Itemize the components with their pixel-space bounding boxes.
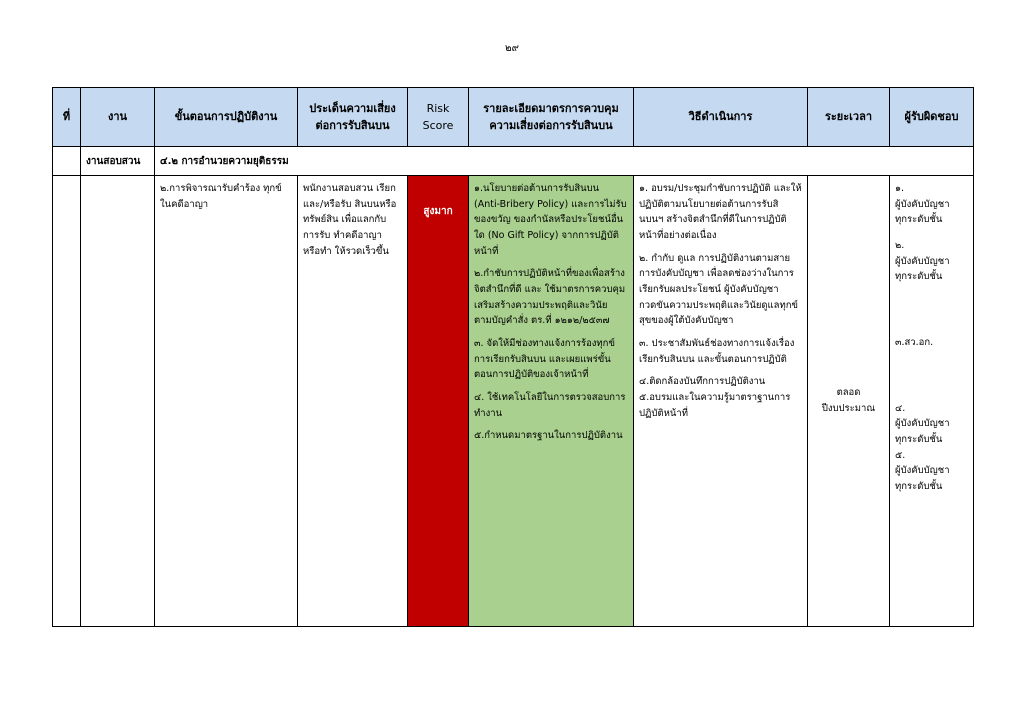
step-cell [155, 176, 298, 627]
risk-issue-cell [298, 176, 408, 627]
period-line2: ปีงบประมาณ [821, 403, 876, 414]
control-item: ๒.กำชับการปฏิบัติหน้าที่ของเพื่อสร้างจิตสำนึกที่ดี และ ใช้มาตรการควบคุมเสริมสร้างความประพฤติและวินัย ตามบัญคำสั่ง ตร.ที่ ๑๒๑๒/๒๕๓๗ [474, 268, 626, 327]
header-risk-issue [298, 88, 408, 147]
method-cell [634, 176, 808, 627]
row-unit-cell [81, 176, 155, 627]
owner-4-num: ๔. [895, 402, 906, 414]
owner-5-line1: ผู้บังคับบัญชา [895, 465, 950, 477]
section-unit-text: งานสอบสวน [86, 155, 141, 167]
method-item: ๕.อบรมและในความรู้มาตราฐานการปฏิบัติหน้าที่ [639, 392, 791, 419]
row-no-cell [53, 176, 81, 627]
risk-control-table [52, 87, 974, 627]
page-number: ๒๙ [505, 43, 519, 54]
section-row [53, 147, 974, 176]
header-control [469, 88, 634, 147]
control-item: ๔. ใช้เทคโนโลยีในการตรวจสอบการทำงาน [474, 392, 626, 419]
header-method: วิธีดำเนินการ [634, 88, 808, 147]
header-control-line2: ความเสี่ยงต่อการรับสินบน [489, 119, 613, 132]
owner-5-num: ๕. [895, 449, 906, 461]
owner-1-line2: ทุกระดับชั้น [895, 214, 943, 226]
section-unit [81, 147, 155, 176]
header-risk-issue-line1: ประเด็นความเสี่ยง [309, 101, 396, 115]
header-owner: ผู้รับผิดชอบ [890, 88, 974, 147]
risk-score-cell [408, 176, 469, 627]
header-steps: ขั้นตอนการปฏิบัติงาน [155, 88, 298, 147]
control-item: ๑.นโยบายต่อต้านการรับสินบน (Anti-Bribery Policy) และการไม่รับของขวัญ ของกำนัลหรือประโยชน์อื่นใด (No Gift Policy) จากการปฏิบัติหน้าที่ [474, 183, 627, 257]
period-line1: ตลอด [836, 387, 861, 399]
header-period: ระยะเวลา [808, 88, 890, 147]
owner-2-line2: ทุกระดับชั้น [895, 271, 943, 283]
owner-2-num: ๒. [895, 240, 905, 252]
section-no-cell [53, 147, 81, 176]
control-item: ๓. จัดให้มีช่องทางแจ้งการร้องทุกข์การเรียกรับสินบน และเผยแพร่ขั้นตอนการปฏิบัติของเจ้าหน้าที่ [474, 338, 615, 381]
step-text: ๒.การพิจารณารับคำร้อง ทุกข์ในคดีอาญา [160, 183, 282, 210]
method-item: ๓. ประชาสัมพันธ์ช่องทางการแจ้งเรื่องเรียกรับสินบน และขั้นตอนการปฏิบัติ [639, 338, 795, 365]
owner-cell [890, 176, 974, 627]
section-title-cell [155, 147, 974, 176]
header-risk-score [408, 88, 469, 147]
method-item: ๑. อบรม/ประชุมกำชับการปฏิบัติ และให้ปฏิบัติตามนโยบายต่อต้านการรับสินบนฯ สร้างจิตสำนึกที่ดีในการปฏิบัติหน้าที่อย่างต่อเนื่อง [639, 183, 802, 242]
header-risk-score-line1: Risk [426, 101, 450, 115]
section-title: ๔.๒ การอำนวยความยุติธรรม [160, 155, 289, 167]
risk-issue-text: พนักงานสอบสวน เรียกและ/หรือรับ สินบนหรือทรัพย์สิน เพื่อแลกกับการรับ ทำคดีอาญา หรือทำ ให้รวดเร็วขึ้น [303, 183, 397, 257]
owner-2-line1: ผู้บังคับบัญชา [895, 255, 950, 267]
header-risk-score-line2: Score [422, 119, 454, 132]
table-row [53, 176, 974, 627]
risk-score-badge: สูงมาก [423, 206, 453, 217]
owner-1-line1: ผู้บังคับบัญชา [895, 198, 950, 210]
owner-1-num: ๑. [895, 183, 905, 194]
method-item: ๔.ติดกล้องบันทึกการปฏิบัติงาน [639, 376, 766, 388]
owner-4-line1: ผู้บังคับบัญชา [895, 418, 950, 430]
header-unit: งาน [81, 88, 155, 147]
control-item: ๕.กำหนดมาตรฐานในการปฏิบัติงาน [474, 430, 623, 442]
owner-4-line2: ทุกระดับชั้น [895, 434, 943, 446]
owner-5-line2: ทุกระดับชั้น [895, 481, 943, 493]
control-cell [469, 176, 634, 627]
owner-3: ๓.สว.อก. [895, 337, 934, 349]
header-row [53, 88, 974, 147]
period-cell [808, 176, 890, 627]
header-risk-issue-line2: ต่อการรับสินบน [315, 119, 390, 132]
header-control-line1: รายละเอียดมาตรการควบคุม [483, 101, 619, 115]
method-item: ๒. กำกับ ดูแล การปฏิบัติงานตามสายการบังคับบัญชา เพื่อลดช่องว่างในการเรียกรับผลประโยชน์ ผู้บังคับบัญชากวดขันความประพฤติและวินัยดูแลทุกข์สุขของผู้ใต้บังคับบัญชา [639, 252, 799, 327]
header-no: ที่ [53, 88, 81, 147]
